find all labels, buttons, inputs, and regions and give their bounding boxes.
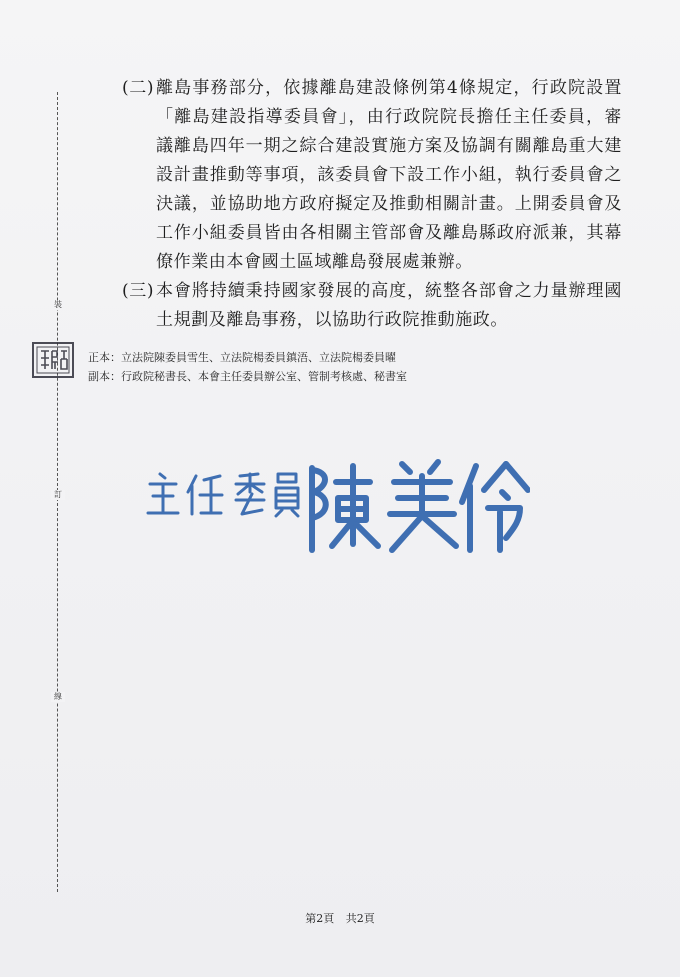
item-number: (三): [122, 281, 155, 301]
binding-char-ding: 訂: [51, 490, 65, 500]
binding-char-zhuang: 裝: [51, 300, 65, 310]
binding-char-xian: 線: [51, 692, 65, 702]
body-item-3: [122, 277, 622, 335]
signature-stamp: [140, 452, 530, 562]
body-item-2: [122, 74, 622, 277]
page-total: 共2頁: [345, 912, 375, 925]
binding-seal-stamp: [31, 340, 77, 380]
original-recipients: 正本：立法院陳委員雪生、立法院楊委員鎮浯、立法院楊委員曜: [88, 351, 396, 364]
page-footer: [0, 910, 680, 926]
item-text: 本會將持續秉持國家發展的高度，統整各部會之力量辦理國土規劃及離島事務，以協助行政院推動施政。: [156, 281, 622, 330]
page-number: 第2頁: [305, 912, 335, 925]
item-number: (二): [122, 78, 155, 98]
item-text: 離島事務部分，依據離島建設條例第4條規定，行政院設置「離島建設指導委員會」，由行政院院長擔任主任委員，審議離島四年一期之綜合建設實施方案及協調有關離島重大建設計畫推動等事項，該委員會下設工作小組，執行委員會之決議，並協助地方政府擬定及推動相關計畫。上開委員會及工作小組委員皆由各相關主管部會及離島縣政府派兼，其幕僚作業由本會國土區域離島發展處兼辦。: [156, 78, 622, 272]
copy-recipients: 副本：行政院秘書長、本會主任委員辦公室、管制考核處、秘書室: [88, 370, 407, 383]
body-text: [122, 74, 622, 335]
recipients-block: [88, 348, 508, 386]
